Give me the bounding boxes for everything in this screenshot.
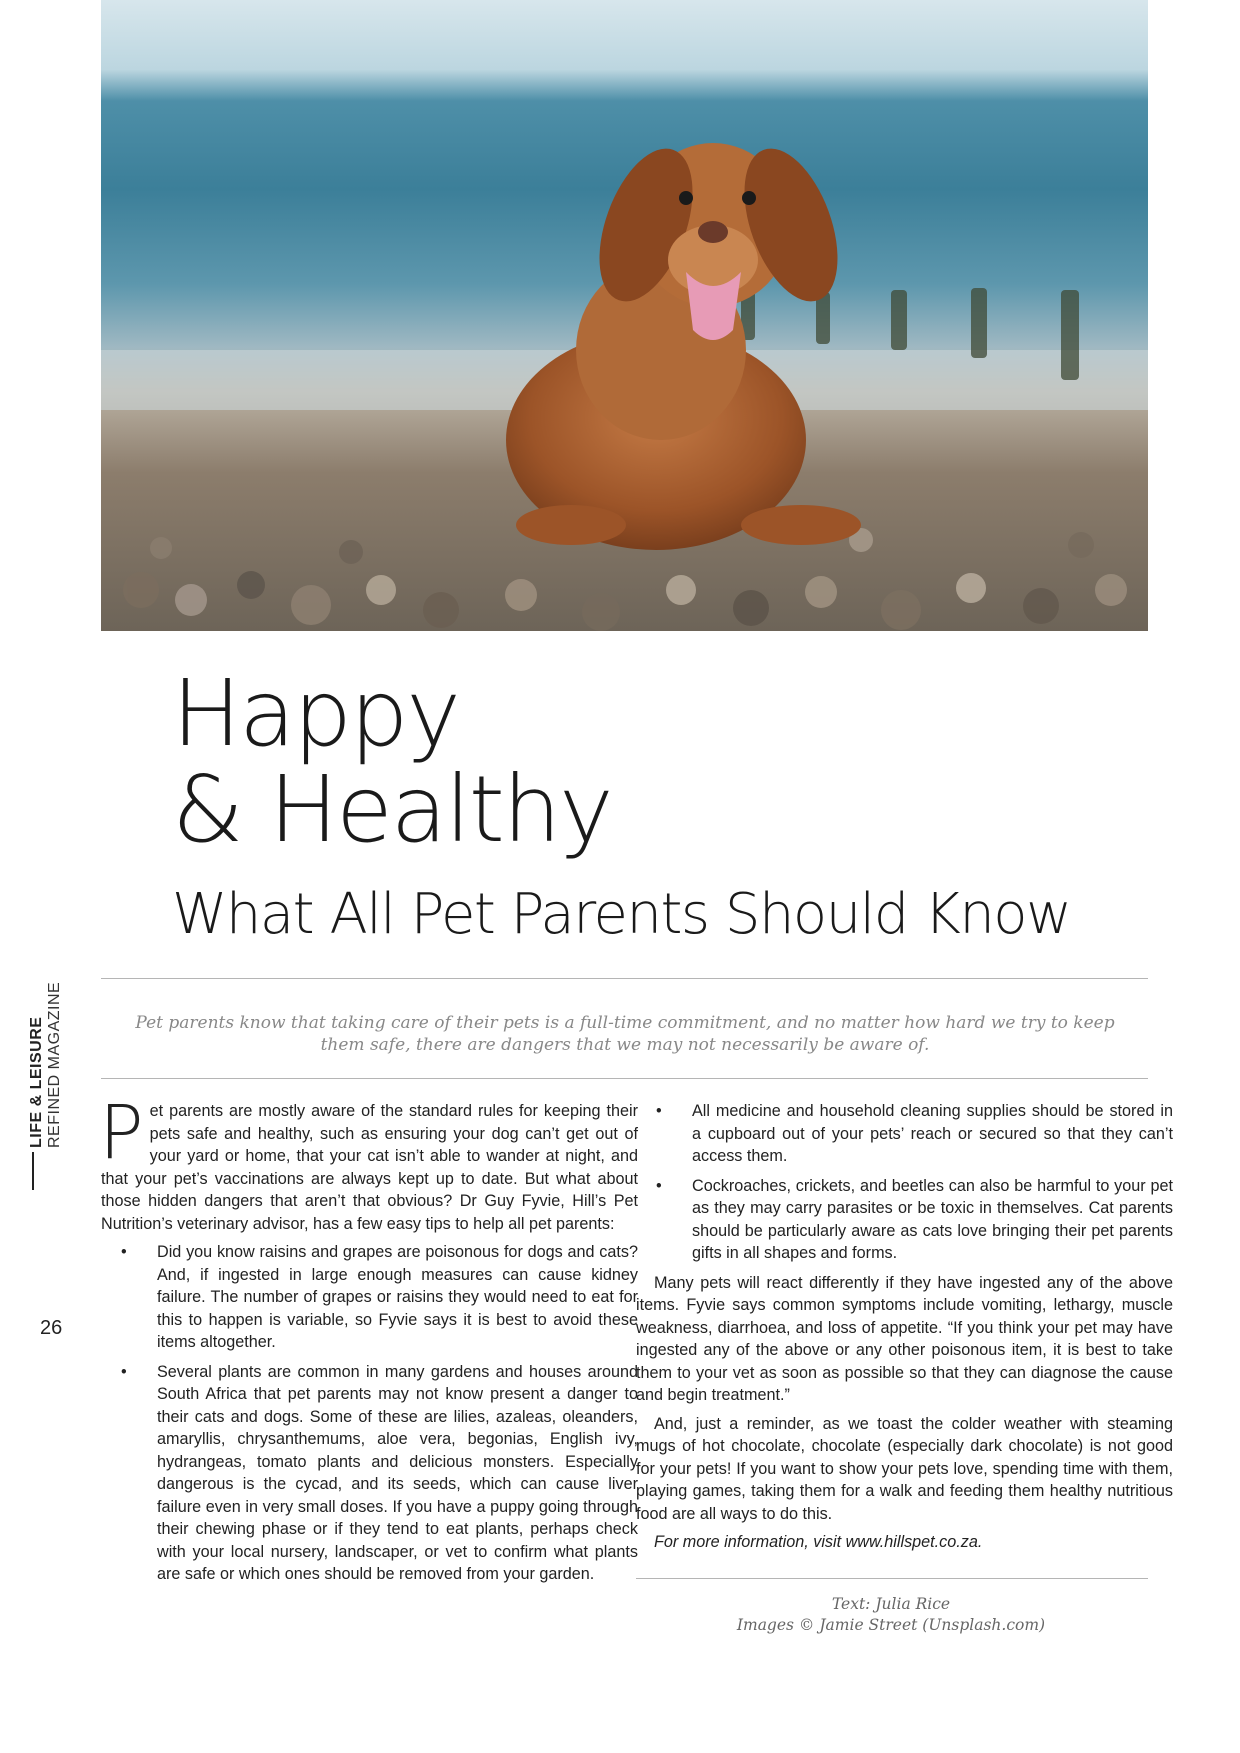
list-item: • Several plants are common in many gardens and houses around South Africa that pet parents may not know present a danger to their cats and dogs. Some of these are lilies, azaleas, oleanders, amaryllis, chrysanthemums, aloe vera, begonias, English ivy, hydrangeas, tomato plants and delicious monsters. Especially dangerous is the cycad, and its seeds, which can cause liver failure even in very small doses. If you have a puppy going through their chewing phase or if they tend to eat plants, perhaps check with your local nursery, landscaper, or vet to confirm what plants are safe or which ones should be removed from your garden. <box>121 1362 638 1583</box>
body-paragraph: Many pets will react differently if they have ingested any of the above items. Fyvie says common symptoms include vomiting, lethargy, muscle weakness, diarrhoea, and loss of appetite. “If you think your pet may have ingested any of the above or any other poisonous item, it is best to take them to your vet as soon as possible so that they can diagnose the cause and begin treatment.” <box>636 1273 1173 1404</box>
tips-list-right <box>636 1100 1173 1265</box>
list-item: • Did you know raisins and grapes are poisonous for dogs and cats? And, if ingested in large enough measures can cause kidney failure. The number of grapes or raisins they would need to eat for this to happen is variable, so Fyvie says it is best to avoid these items altogether. <box>121 1243 638 1351</box>
more-info-link[interactable]: For more information, visit www.hillspet.co.za. <box>654 1533 983 1551</box>
dog-on-beach-illustration <box>101 0 1148 631</box>
article-subtitle: What All Pet Parents Should Know <box>172 882 1071 947</box>
lead-text: et parents are mostly aware of the standard rules for keeping their pets safe and healthy, such as ensuring your dog can’t get out of your yard or home, that your cat isn’t able to wander at night, and that your pet’s vaccinations are always kept up to date. But what about those hidden dangers that aren’t that obvious? Dr Guy Fyvie, Hill’s Pet Nutrition’s veterinary advisor, has a few easy tips to help all pet parents: <box>101 1102 638 1233</box>
bullet-icon: • <box>121 1362 127 1381</box>
tips-list-left <box>101 1241 638 1586</box>
page-number: 26 <box>40 1317 63 1339</box>
intro-standfirst: Pet parents know that taking care of their pets is a full-time commitment, and no matter how hard we try to keep them safe, there are dangers that we may not necessarily be aware of. <box>135 1013 1115 1055</box>
text-credit: Text: Julia Rice <box>831 1595 951 1613</box>
section-name: LIFE & LEISURE <box>28 1016 45 1148</box>
credits-divider <box>636 1578 1148 1579</box>
bullet-icon: • <box>656 1176 662 1195</box>
section-label <box>28 958 68 1148</box>
title-line-2: & Healthy <box>172 756 612 863</box>
bullet-icon: • <box>656 1102 662 1120</box>
credits <box>636 1594 1146 1636</box>
drop-cap: P <box>99 1090 144 1176</box>
list-item: • Cockroaches, crickets, and beetles can also be harmful to your pet as they may carry parasites or be toxic in themselves. Cat parents should be particularly aware as cats love bringing their pet parents gifts in all shapes and forms. <box>656 1176 1173 1262</box>
image-credit: Images © Jamie Street (Unsplash.com) <box>736 1616 1046 1634</box>
sidebar-rule <box>32 1152 34 1190</box>
bullet-icon: • <box>121 1243 127 1261</box>
body-paragraph: And, just a reminder, as we toast the colder weather with steaming mugs of hot chocolate, chocolate (especially dark chocolate) is not good for your pets! If you want to show your pets love, spending time with them, playing games, taking them for a walk and feeding them healthy nutritious food are all ways to do this. <box>636 1414 1173 1523</box>
right-column <box>636 1100 1173 1554</box>
lead-paragraph <box>99 1090 638 1235</box>
article-title <box>172 660 1132 863</box>
hero-photo <box>101 0 1148 631</box>
left-column <box>99 1090 638 1593</box>
list-item: • All medicine and household cleaning supplies should be stored in a cupboard out of your pets’ reach or secured so that they can’t access them. <box>656 1102 1173 1165</box>
title-line-1: Happy <box>172 660 459 767</box>
divider-bottom <box>101 1078 1148 1079</box>
divider-top <box>101 978 1148 979</box>
magazine-name: REFINED MAGAZINE <box>46 981 63 1148</box>
